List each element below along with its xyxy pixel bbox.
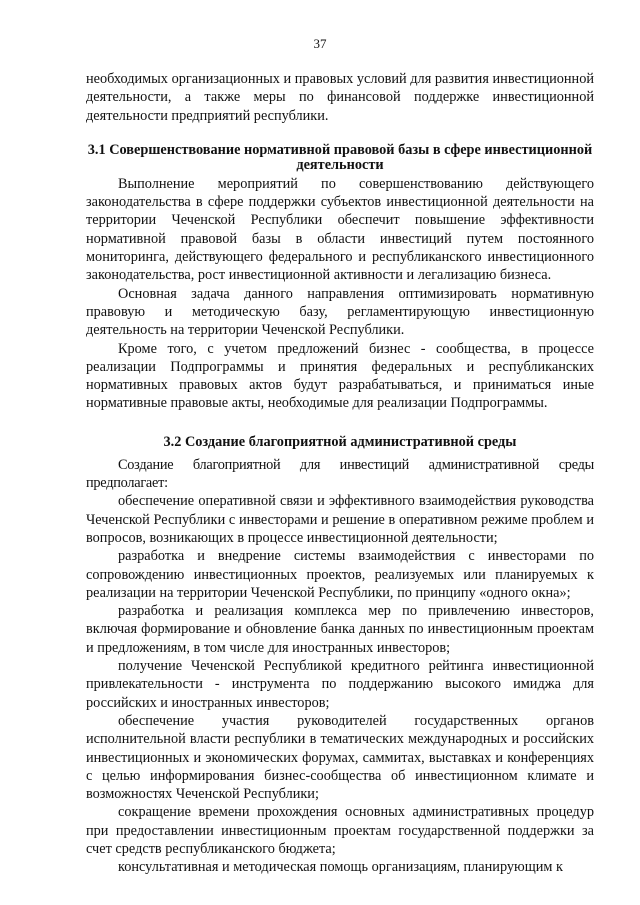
list-item: обеспечение оперативной связи и эффективного взаимодействия руководства Чеченской Республики с инвесторами и решение в оперативном режиме проблем и вопросов, возникающих в процессе инвестиционной деятельности; xyxy=(86,493,594,546)
list-item: консультативная и методическая помощь организациям, планирующим к xyxy=(118,859,563,876)
section-3-1-paragraph: Кроме того, с учетом предложений бизнес - сообщества, в процессе реализации Подпрограммы и принятия федеральных и республиканских нормативных правовых актов будут разрабатываться, и приниматься иные нормативные правовые акты, необходимые для реализации Подпрограммы. xyxy=(86,340,594,412)
list-item: обеспечение участия руководителей государственных органов исполнительной власти республики в тематических международных и российских инвестиционных и экономических форумах, саммитах, выставках и конференциях с целью информирования бизнес-сообщества об инвестиционном климате и возможностях Чеченской Республики; xyxy=(86,712,594,803)
list-item: разработка и внедрение системы взаимодействия с инвесторами по сопровождению инвестиционных проектов, реализуемых или планируемых к реализации на территории Чеченской Республики, по принципу «одного окна»; xyxy=(86,548,594,601)
list-item: разработка и реализация комплекса мер по привлечению инвесторов, включая формирование и обновление банка данных по инвестиционным проектам и предложениям, в том числе для иностранных инвесторов; xyxy=(86,603,594,656)
section-heading-3-1: 3.1 Совершенствование нормативной правовой базы в сфере инвестиционной деятельности xyxy=(87,141,593,173)
list-item: получение Чеченской Республикой кредитного рейтинга инвестиционной привлекательности - инструмента по поддержанию высокого имиджа для российских и иностранных инвесторов; xyxy=(86,658,594,711)
page-number: 37 xyxy=(313,36,327,51)
section-3-1-paragraph: Основная задача данного направления оптимизировать нормативную правовую и методическую базу, регламентирующую инвестиционную деятельность на территории Чеченской Республики. xyxy=(86,285,594,339)
section-3-1-paragraph: Выполнение мероприятий по совершенствованию действующего законодательства в сфере поддержки субъектов инвестиционной деятельности на территории Чеченской Республики обеспечит повышение эффективности нормативной правовой базы в области инвестиций путем постоянного мониторинга, действующего федерального и республиканского инвестиционного законодательства, рост инвестиционной активности и легализацию бизнеса. xyxy=(86,175,594,284)
page-content xyxy=(86,70,594,877)
section-3-2-lead: Создание благоприятной для инвестиций административной среды предполагает: xyxy=(86,456,594,492)
continuation-paragraph: необходимых организационных и правовых условий для развития инвестиционной деятельности, а также меры по финансовой поддержке инвестиционной деятельности предприятий республики. xyxy=(86,71,594,124)
list-item: сокращение времени прохождения основных административных процедур при предоставлении инвестиционным проектам государственной поддержки за счет средств республиканского бюджета; xyxy=(86,804,594,857)
section-heading-3-2: 3.2 Создание благоприятной административной среды xyxy=(163,433,517,450)
